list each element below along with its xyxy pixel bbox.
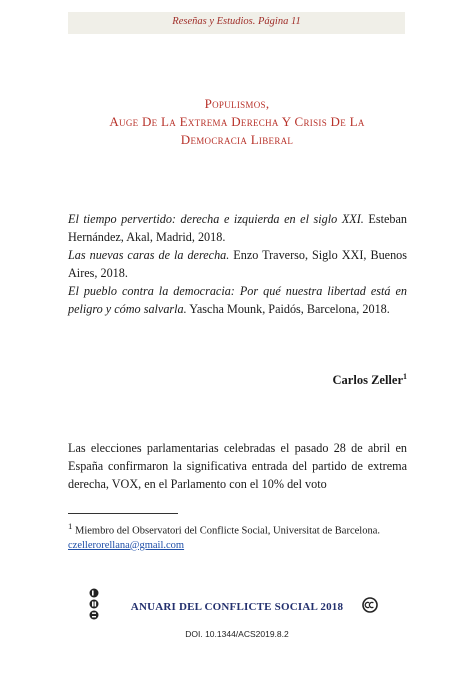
title-line-2: Auge De La Extrema Derecha Y Crisis De La [109,114,365,129]
doi-text: DOI. 10.1344/ACS2019.8.2 [185,629,289,639]
footnote-text: Miembro del Observatori del Conflicte Social, Universitat de Barcelona. [72,525,380,537]
reference-item [68,246,407,282]
footnote-marker: 1 [403,372,407,381]
body-paragraph: Las elecciones parlamentarias celebradas el pasado 28 de abril en España confirmaron la significativa entrada del partido de extrema derecha, VOX, en el Parlamento con el 10% del voto [68,441,407,491]
reference-title: El tiempo pervertido: derecha e izquierda en el siglo XXI. [68,212,364,226]
article-title [40,95,434,149]
reference-details: Enzo Traverso, Siglo XXI, Buenos Aires, 2018. [68,248,408,280]
journal-name: ANUARI DEL CONFLICTE SOCIAL 2018 [130,601,344,613]
title-line-3: Democracia Liberal [180,132,294,147]
reference-item [68,210,407,246]
author-name-text: Carlos Zeller [332,373,403,388]
reference-title: El pueblo contra la democracia: Por qué nuestra libertad está en peligro y cómo salvarla. [68,284,407,316]
footnote-number: 1 [68,521,73,531]
reference-title: Las nuevas caras de la derecha. [68,248,230,262]
footnote [68,519,408,553]
creative-commons-icon [362,597,378,613]
running-header [68,12,405,34]
author-email-link[interactable]: czellerorellana@gmail.com [68,539,185,551]
title-line-1: Populismos, [204,96,270,111]
footnote-divider [68,513,178,514]
author-name [333,372,407,388]
running-header-text: Reseñas y Estudios. Página 11 [172,16,301,27]
reference-details: Esteban Hernández, Akal, Madrid, 2018. [68,212,407,244]
book-references [68,210,407,318]
reference-item [68,282,407,318]
reference-details: Yascha Mounk, Paidós, Barcelona, 2018. [186,302,390,316]
